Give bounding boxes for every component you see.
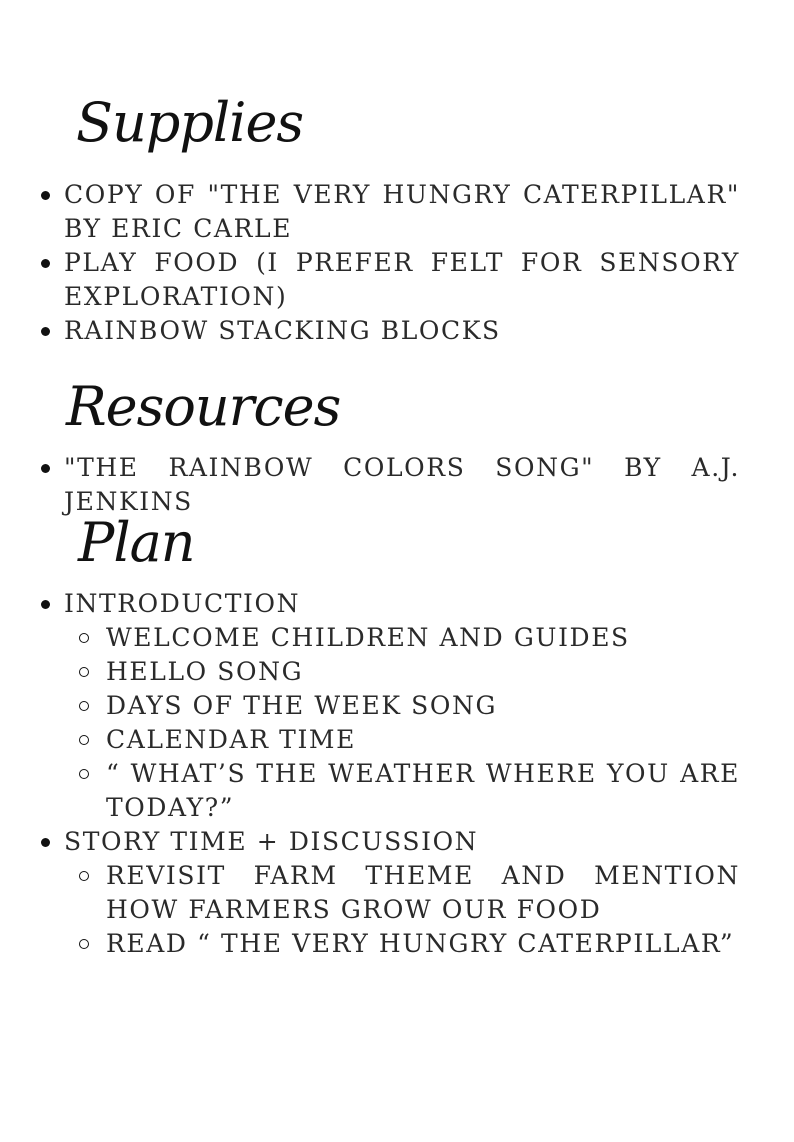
- bullet-icon: [41, 191, 50, 200]
- hollow-bullet-icon: [79, 667, 89, 677]
- bullet-icon: [41, 259, 50, 268]
- sublist-item: [64, 689, 740, 723]
- sublist-item-text: WELCOME CHILDREN AND GUIDES: [106, 623, 630, 652]
- supplies-heading: Supplies: [76, 91, 304, 154]
- bullet-icon: [41, 464, 50, 473]
- introduction-sublist: [64, 621, 740, 825]
- sublist-item-text: CALENDAR TIME: [106, 725, 356, 754]
- sublist-item-text: DAYS OF THE WEEK SONG: [106, 691, 498, 720]
- plan-list: [36, 587, 740, 961]
- supplies-list: [36, 178, 740, 348]
- plan-section-label: STORY TIME + DISCUSSION: [64, 827, 479, 856]
- sublist-item-text: HELLO SONG: [106, 657, 304, 686]
- list-item: [36, 246, 740, 314]
- bullet-icon: [41, 600, 50, 609]
- plan-section-label: INTRODUCTION: [64, 589, 301, 618]
- list-item-text: "THE RAINBOW COLORS SONG" BY A.J. JENKINS: [64, 453, 740, 516]
- plan-heading: Plan: [78, 511, 195, 574]
- sublist-item-text: “ WHAT’S THE WEATHER WHERE YOU ARE TODAY?”: [106, 759, 740, 822]
- hollow-bullet-icon: [79, 633, 89, 643]
- hollow-bullet-icon: [79, 939, 89, 949]
- sublist-item: [64, 757, 740, 825]
- resources-heading: Resources: [66, 375, 341, 438]
- plan-section-introduction: [36, 587, 740, 825]
- sublist-item: [64, 723, 740, 757]
- story-time-sublist: [64, 859, 740, 961]
- list-item: [36, 451, 740, 519]
- list-item-text: COPY OF "THE VERY HUNGRY CATERPILLAR" BY ERIC CARLE: [64, 180, 740, 243]
- sublist-item: [64, 927, 740, 961]
- list-item: [36, 178, 740, 246]
- plan-section-story-time: [36, 825, 740, 961]
- hollow-bullet-icon: [79, 871, 89, 881]
- bullet-icon: [41, 327, 50, 336]
- list-item-text: RAINBOW STACKING BLOCKS: [64, 316, 501, 345]
- sublist-item: [64, 859, 740, 927]
- resources-list: [36, 451, 740, 519]
- hollow-bullet-icon: [79, 769, 89, 779]
- list-item-text: PLAY FOOD (I PREFER FELT FOR SENSORY EXPLORATION): [64, 248, 740, 311]
- list-item: [36, 314, 740, 348]
- hollow-bullet-icon: [79, 735, 89, 745]
- sublist-item-text: REVISIT FARM THEME AND MENTION HOW FARMERS GROW OUR FOOD: [106, 861, 740, 924]
- sublist-item: [64, 655, 740, 689]
- sublist-item: [64, 621, 740, 655]
- bullet-icon: [41, 838, 50, 847]
- hollow-bullet-icon: [79, 701, 89, 711]
- sublist-item-text: READ “ THE VERY HUNGRY CATERPILLAR”: [106, 929, 735, 958]
